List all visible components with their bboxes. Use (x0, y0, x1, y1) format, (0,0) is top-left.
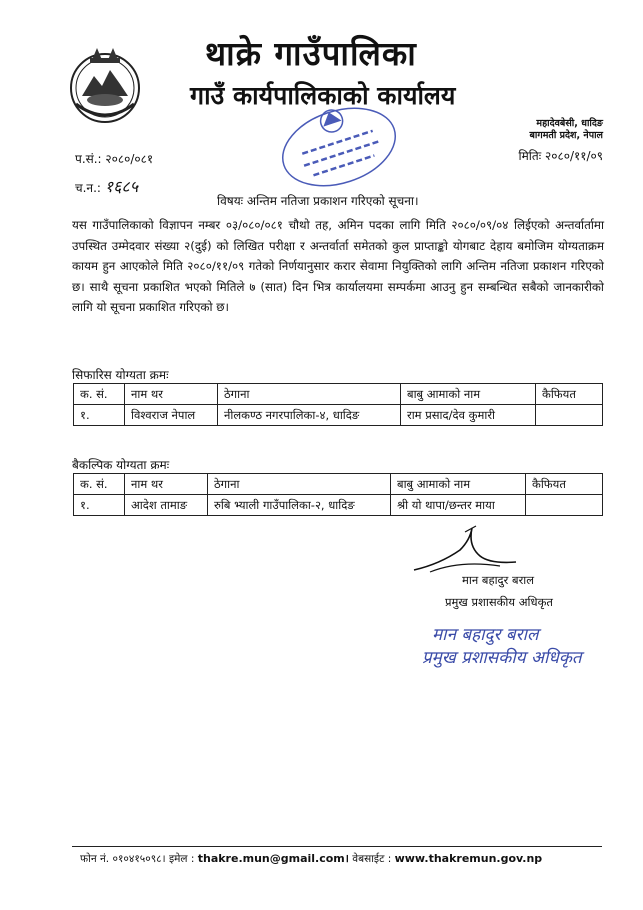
table-header-cell: ठेगाना (208, 474, 391, 495)
notice-body: यस गाउँपालिकाको विज्ञापन नम्बर ०३/०८०/०८१ चौथो तह, अमिन पदका लागि मिति २०८०/०९/०४ लिईएको अन्तर्वार्तामा उपस्थित उम्मेदवार संख्या २(दुई) को लिखित परीक्षा र अन्तर्वार्ता समेतको कुल प्राप्ताङ्को योगबाट देहाय बमोजिम योग्यताक्रम कायम हुन आएकोले मिति २०८०/११/०९ गतेको निर्णयानुसार करार सेवामा नियुक्तिको लागि अन्तिम नतिजा प्रकाशन गरिएको छ। साथै सूचना प्रकाशित भएको मितिले ७ (सात) दिन भित्र कार्यालयमा सम्पर्कमा आउनु हुन सम्बन्धित सबैको जानकारीको लागि यो सूचना प्रकाशित गरिएको छ। (72, 218, 604, 314)
office-subtitle: गाउँ कार्यपालिकाको कार्यालय (190, 81, 456, 110)
nepal-emblem-logo (62, 40, 148, 126)
reference-number: प.सं.: २०८०/०८१ (75, 152, 154, 166)
table-header-cell: कैफियत (536, 384, 603, 405)
table-cell: राम प्रसाद/देव कुमारी (401, 405, 536, 426)
table-header-cell: कैफियत (526, 474, 603, 495)
letter-date: मितिः २०८०/११/०९ (518, 149, 603, 163)
table-header-cell: ठेगाना (218, 384, 401, 405)
office-stamp (272, 100, 407, 195)
table-header-cell: क. सं. (74, 474, 125, 495)
dispatch-number-value: १६८५ (104, 177, 139, 196)
footer-phone: फोन नं. ०१०४१५०९८। (80, 853, 166, 865)
footer-email-label: इमेल : (168, 853, 195, 865)
table-row (74, 405, 603, 426)
footer-divider (72, 846, 602, 847)
table-header-cell: नाम थर (125, 384, 218, 405)
office-title: थाक्रे गाउँपालिका (205, 34, 417, 73)
table-cell: आदेश तामाङ (125, 495, 208, 516)
table-header-row (74, 384, 603, 405)
table-cell: १. (74, 405, 125, 426)
footer-email[interactable]: thakre.mun@gmail.com। (197, 852, 349, 865)
table-cell: नीलकण्ठ नगरपालिका-४, धादिङ (218, 405, 401, 426)
table-header-cell: बाबु आमाको नाम (391, 474, 526, 495)
table-cell: १. (74, 495, 125, 516)
table-cell (526, 495, 603, 516)
signatory-designation: प्रमुख प्रशासकीय अधिकृत (445, 595, 553, 609)
recommended-list-title: सिफारिस योग्यता क्रमः (72, 368, 169, 382)
table-cell (536, 405, 603, 426)
dispatch-number-label: च.न.: (75, 181, 101, 195)
table-row (74, 495, 603, 516)
handwritten-signature (410, 520, 520, 578)
footer-contact (80, 851, 542, 866)
table-cell: श्री यो थापा/छन्तर माया (391, 495, 526, 516)
dispatch-number (75, 175, 138, 197)
subject-line: विषयः अन्तिम नतिजा प्रकाशन गरिएको सूचना। (217, 194, 419, 208)
table-cell: विश्वराज नेपाल (125, 405, 218, 426)
footer-website[interactable]: www.thakremun.gov.np (394, 852, 543, 865)
designation-seal: प्रमुख प्रशासकीय अधिकृत (422, 648, 582, 668)
table-header-cell: नाम थर (125, 474, 208, 495)
table-header-row (74, 474, 603, 495)
alternate-list-title: बैकल्पिक योग्यता क्रमः (72, 458, 170, 472)
recommended-table (73, 383, 603, 426)
address-line-2: बागमती प्रदेश, नेपाल (529, 130, 603, 141)
address-line-1: महादेवबेसी, धादिङ (536, 118, 603, 129)
footer-website-label: वेबसाईट : (352, 853, 392, 865)
table-cell: रुबि भ्याली गाउँपालिका-२, धादिङ (208, 495, 391, 516)
table-header-cell: क. सं. (74, 384, 125, 405)
name-seal: मान बहादुर बराल (432, 625, 539, 645)
signatory-name: मान बहादुर बराल (462, 573, 535, 587)
alternate-table (73, 473, 603, 516)
table-header-cell: बाबु आमाको नाम (401, 384, 536, 405)
